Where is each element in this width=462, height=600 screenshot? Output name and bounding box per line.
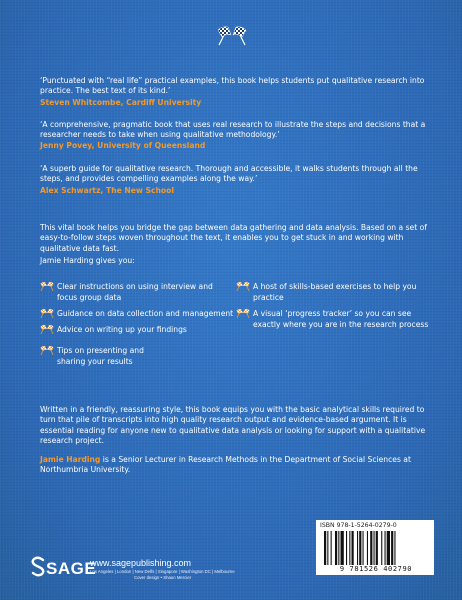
bullet-text: Tips on presenting and sharing your results bbox=[57, 346, 144, 366]
quote-1-author: Steven Whitcombe, Cardiff University bbox=[40, 98, 202, 107]
publisher-name: SAGE bbox=[46, 559, 97, 578]
barcode-stripe bbox=[394, 531, 395, 565]
barcode-stripe bbox=[331, 531, 332, 565]
barcode-stripe bbox=[359, 531, 361, 565]
barcode-stripe bbox=[391, 531, 393, 565]
gives-heading: Jamie Harding gives you: bbox=[40, 256, 135, 265]
author-bio bbox=[40, 455, 432, 476]
publisher-cities: Los Angeles | London | New Delhi | Singapore | Washington DC | Melbourne bbox=[90, 569, 235, 574]
barcode-stripe bbox=[374, 531, 375, 565]
barcode-stripe bbox=[324, 531, 326, 565]
checkered-flag-icon bbox=[236, 281, 250, 291]
barcode-stripe bbox=[341, 531, 344, 565]
checkered-flag-icon bbox=[40, 308, 54, 318]
barcode-stripe bbox=[376, 531, 378, 565]
barcode-stripe bbox=[352, 531, 354, 565]
barcode-stripe bbox=[349, 531, 350, 565]
author-bio-name: Jamie Harding bbox=[40, 455, 101, 464]
barcode-stripe bbox=[346, 531, 347, 565]
quote-2-author: Jenny Povey, University of Queensland bbox=[40, 141, 206, 150]
quote-1-text: ‘Punctuated with “real life” practical examples, this book helps students put qualitative research into practice. The best text of its kind.’ bbox=[40, 76, 425, 96]
bullet-text: A visual ‘progress tracker’ so you can see exactly where you are in the research process bbox=[253, 309, 429, 329]
barcode-stripe bbox=[385, 531, 386, 565]
barcode-stripe bbox=[367, 531, 368, 565]
checkered-flag-icon bbox=[40, 345, 54, 355]
bullet-text: Advice on writing up your findings bbox=[57, 325, 187, 334]
publisher-url[interactable]: www.sagepublishing.com bbox=[90, 558, 192, 568]
quote-3-text: ‘A superb guide for qualitative research. Thorough and accessible, it walks students through all the steps, and provides compelling examples along the way.’ bbox=[40, 164, 418, 184]
barcode-stripe bbox=[327, 531, 328, 565]
barcode-stripe bbox=[381, 531, 382, 565]
checkered-flag-icon bbox=[40, 281, 54, 291]
quote-3-author: Alex Schwartz, The New School bbox=[40, 186, 174, 195]
bullet-text: Guidance on data collection and management bbox=[57, 309, 234, 318]
barcode-stripe bbox=[363, 531, 364, 565]
quote-2-text: ‘A comprehensive, pragmatic book that uses real research to illustrate the steps and decisions that a researcher needs to take when using qualitative methodology.’ bbox=[40, 120, 426, 140]
checkered-flag-icon bbox=[40, 324, 54, 334]
barcode-stripe bbox=[370, 531, 372, 565]
cover-design-credit: Cover design • Shaun Mercier bbox=[134, 575, 192, 580]
bullet-text: Clear instructions on using interview and focus group data bbox=[57, 282, 213, 302]
barcode-stripe bbox=[387, 531, 390, 565]
barcode-stripe bbox=[335, 531, 337, 565]
barcode-digits: 9 781526 402790 bbox=[339, 565, 413, 573]
author-bio-text: is a Senior Lecturer in Research Methods in the Department of Social Sciences at Northumbria University. bbox=[40, 455, 411, 475]
intro-paragraph: This vital book helps you bridge the gap between data gathering and data analysis. Based on a set of easy-to-follow steps woven throughout the text, it enables you to get stuck in and working with qualitative data fast. bbox=[40, 223, 427, 253]
barcode-stripe bbox=[357, 531, 358, 565]
checkered-flag-icon bbox=[236, 308, 250, 318]
barcode-stripe bbox=[338, 531, 339, 565]
isbn-label: ISBN 978-1-5264-0279-0 bbox=[320, 522, 397, 529]
closing-paragraph: Written in a friendly, reassuring style, this book equips you with the basic analytical skills required to turn that pile of transcripts into high quality research output and evidence-based argument. It is essential reading for anyone new to qualitative data analysis or looking for support with a qualitative research project. bbox=[40, 405, 426, 446]
sage-logo-icon bbox=[30, 556, 46, 578]
checkered-flags-icon bbox=[216, 24, 248, 46]
barcode-icon bbox=[322, 531, 430, 565]
bullet-text: A host of skills-based exercises to help you practice bbox=[253, 282, 417, 302]
